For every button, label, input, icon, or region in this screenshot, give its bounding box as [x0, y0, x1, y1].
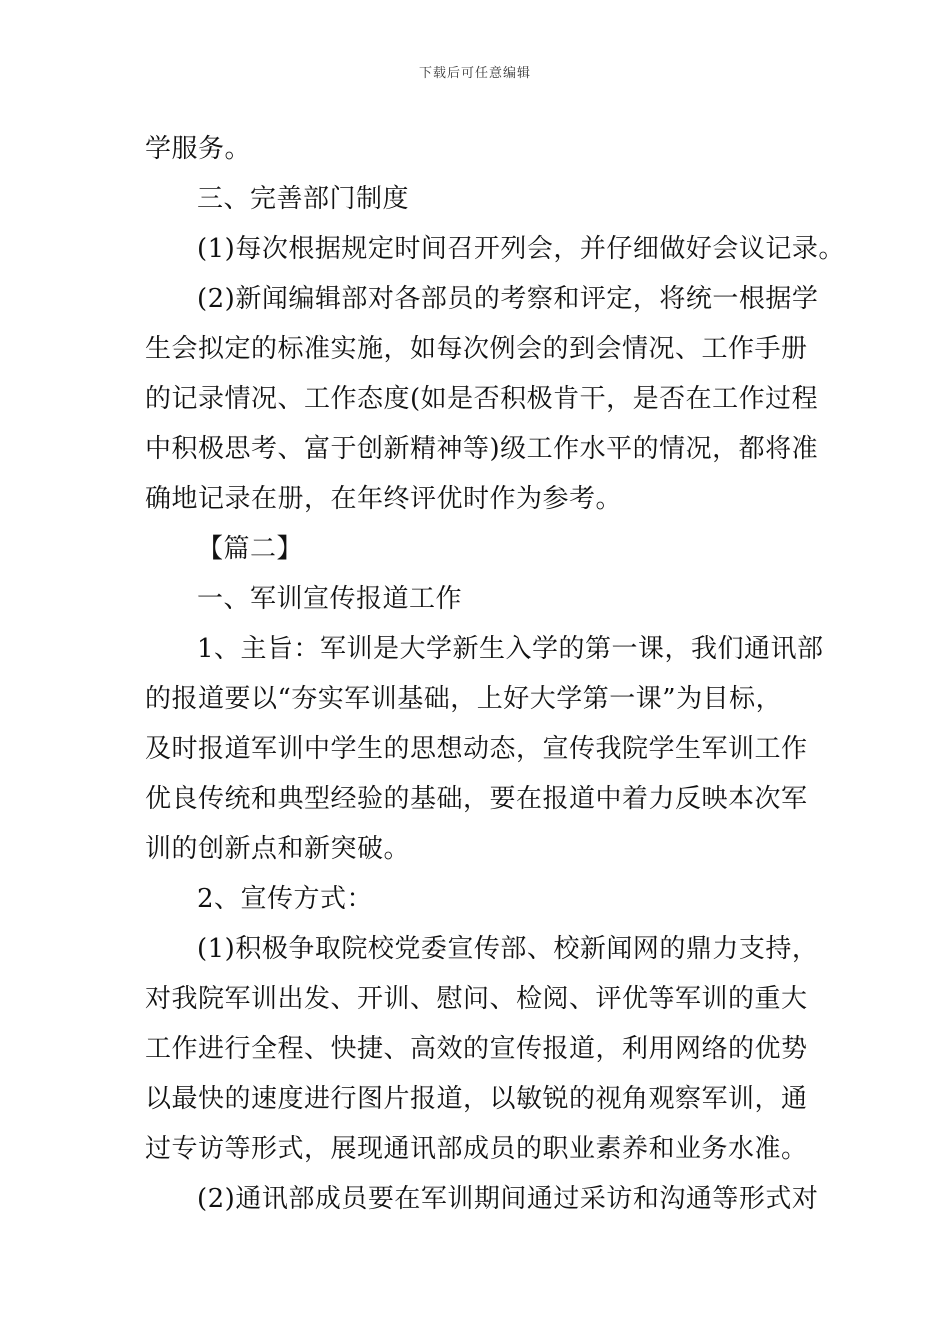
text-line: 1、主旨：军训是大学新生入学的第一课，我们通讯部 [197, 634, 824, 664]
text-line: 对我院军训出发、开训、慰问、检阅、评优等军训的重大 [145, 984, 808, 1014]
part-heading: 【篇二】 [197, 534, 304, 564]
text-line: (1)每次根据规定时间召开列会，并仔细做好会议记录。 [197, 234, 845, 264]
text-line: 确地记录在册，在年终评优时作为参考。 [145, 484, 623, 514]
text-line: 以最快的速度进行图片报道，以敏锐的视角观察军训，通 [145, 1084, 808, 1114]
text-line: 工作进行全程、快捷、高效的宣传报道，利用网络的优势 [145, 1034, 808, 1064]
text-line: (2)通讯部成员要在军训期间通过采访和沟通等形式对 [197, 1184, 819, 1214]
document-body [145, 124, 845, 1224]
section-heading: 三、完善部门制度 [197, 184, 410, 214]
text-line: 中积极思考、富于创新精神等)级工作水平的情况，都将准 [145, 434, 819, 464]
text-line: 的记录情况、工作态度(如是否积极肯干，是否在工作过程 [145, 384, 819, 414]
text-line: 训的创新点和新突破。 [145, 834, 411, 864]
section-heading: 一、军训宣传报道工作 [197, 584, 463, 614]
text-line: (2)新闻编辑部对各部员的考察和评定，将统一根据学 [197, 284, 819, 314]
text-line: 的报道要以“夯实军训基础，上好大学第一课”为目标， [145, 684, 783, 714]
text-line: (1)积极争取院校党委宣传部、校新闻网的鼎力支持， [197, 934, 819, 964]
text-line: 生会拟定的标准实施，如每次例会的到会情况、工作手册 [145, 334, 808, 364]
text-line: 及时报道军训中学生的思想动态，宣传我院学生军训工作 [145, 734, 808, 764]
text-line: 2、宣传方式： [197, 884, 374, 914]
text-line: 优良传统和典型经验的基础，要在报道中着力反映本次军 [145, 784, 808, 814]
page-header-note: 下载后可任意编辑 [418, 66, 531, 81]
text-line: 过专访等形式，展现通讯部成员的职业素养和业务水准。 [145, 1134, 808, 1164]
text-line: 学服务。 [145, 134, 252, 164]
